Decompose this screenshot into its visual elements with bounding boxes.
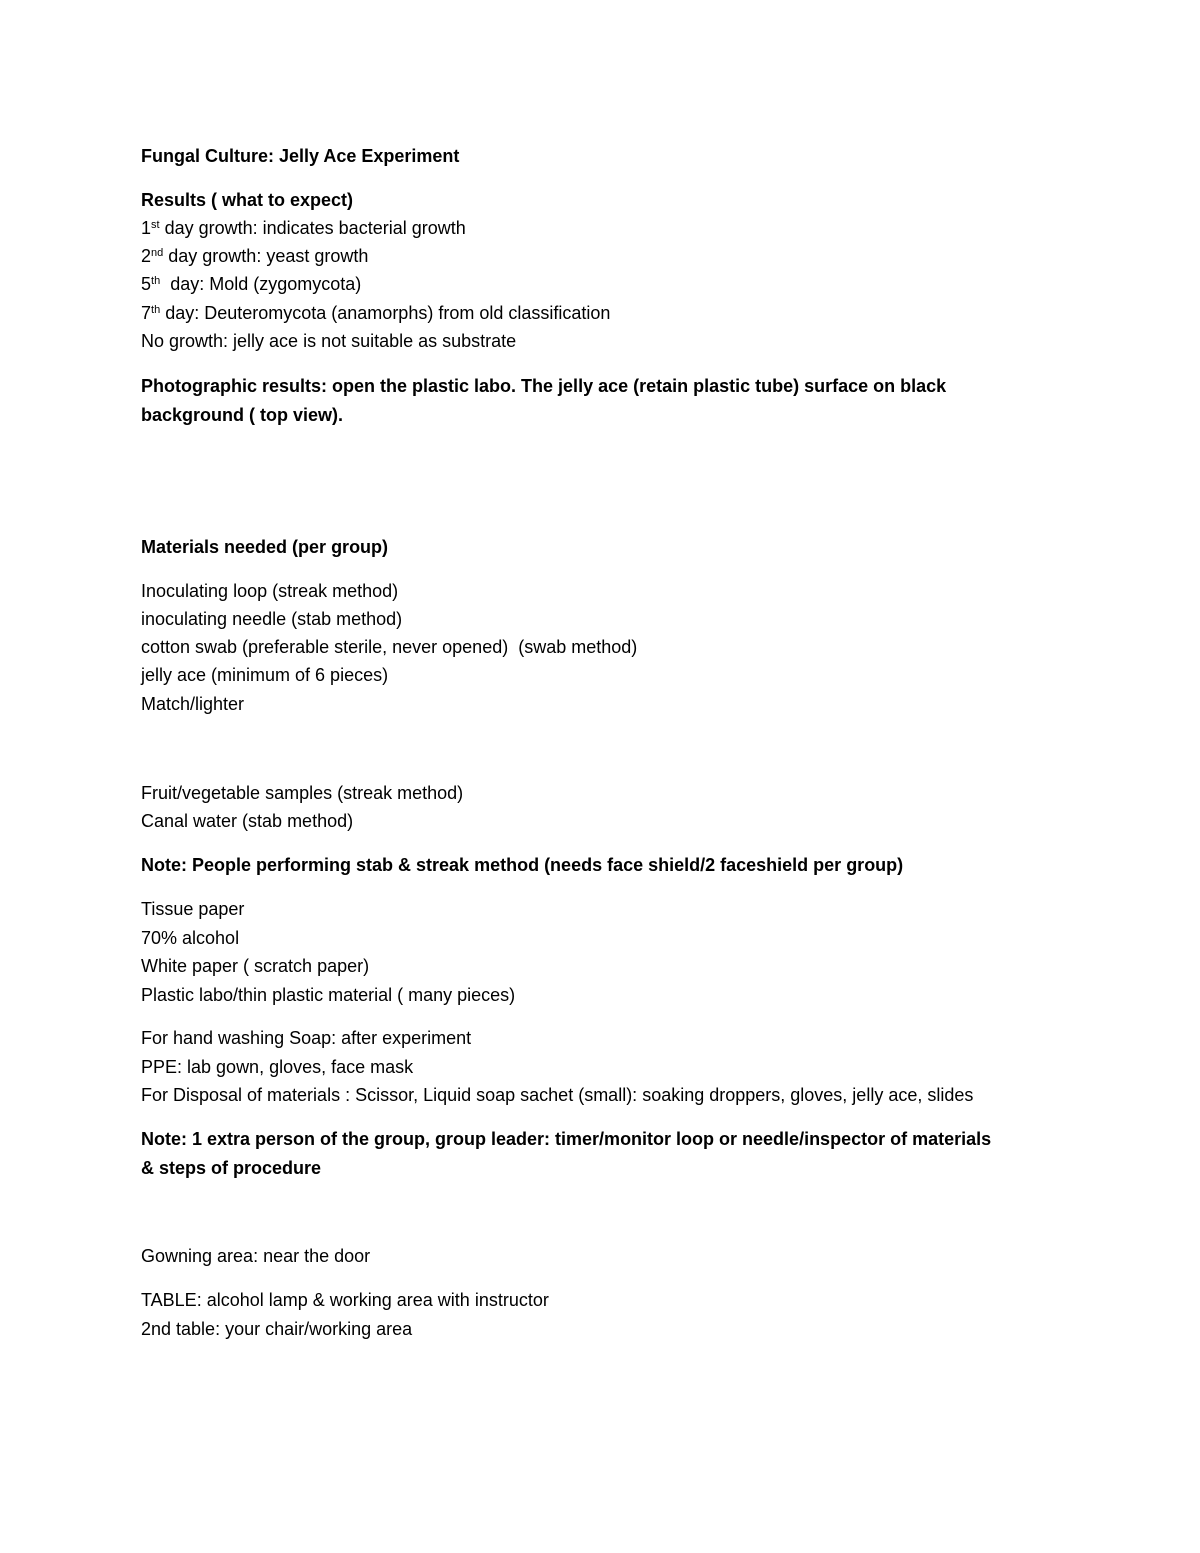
material-item: cotton swab (preferable sterile, never opened) (swab method)	[141, 637, 638, 657]
note-face-shield: Note: People performing stab & streak method (needs face shield/2 faceshield per group)	[141, 855, 904, 875]
gowning-area: Gowning area: near the door	[141, 1246, 371, 1266]
photographic-results-line1: Photographic results: open the plastic labo. The jelly ace (retain plastic tube) surface on black	[141, 376, 947, 396]
supply-item: White paper ( scratch paper)	[141, 956, 370, 976]
material-item: jelly ace (minimum of 6 pieces)	[141, 665, 389, 685]
results-heading: Results ( what to expect)	[141, 190, 354, 210]
table-area: TABLE: alcohol lamp & working area with instructor	[141, 1290, 549, 1310]
material-item: Match/lighter	[141, 694, 245, 714]
supply-item: 70% alcohol	[141, 928, 240, 948]
document-title: Fungal Culture: Jelly Ace Experiment	[141, 146, 460, 166]
material-item: inoculating needle (stab method)	[141, 609, 403, 629]
photographic-results-line2: background ( top view).	[141, 405, 344, 425]
result-item-day5: 5th day: Mold (zygomycota)	[141, 274, 362, 294]
second-table-area: 2nd table: your chair/working area	[141, 1319, 413, 1339]
result-item-day1: 1st day growth: indicates bacterial growth	[141, 218, 466, 238]
hygiene-item: PPE: lab gown, gloves, face mask	[141, 1057, 414, 1077]
sample-item: Fruit/vegetable samples (streak method)	[141, 783, 464, 803]
result-item-day2: 2nd day growth: yeast growth	[141, 246, 369, 266]
result-item-day7: 7th day: Deuteromycota (anamorphs) from old classification	[141, 303, 611, 323]
note-group-leader-line1: Note: 1 extra person of the group, group leader: timer/monitor loop or needle/inspector of materials	[141, 1129, 992, 1149]
hygiene-item: For hand washing Soap: after experiment	[141, 1028, 472, 1048]
material-item: Inoculating loop (streak method)	[141, 581, 399, 601]
supply-item: Tissue paper	[141, 899, 245, 919]
result-no-growth: No growth: jelly ace is not suitable as substrate	[141, 331, 517, 351]
hygiene-item: For Disposal of materials : Scissor, Liquid soap sachet (small): soaking droppers, gloves, jelly ace, slides	[141, 1085, 974, 1105]
sample-item: Canal water (stab method)	[141, 811, 354, 831]
supply-item: Plastic labo/thin plastic material ( many pieces)	[141, 985, 516, 1005]
note-group-leader-line2: & steps of procedure	[141, 1158, 322, 1178]
materials-heading: Materials needed (per group)	[141, 537, 389, 557]
